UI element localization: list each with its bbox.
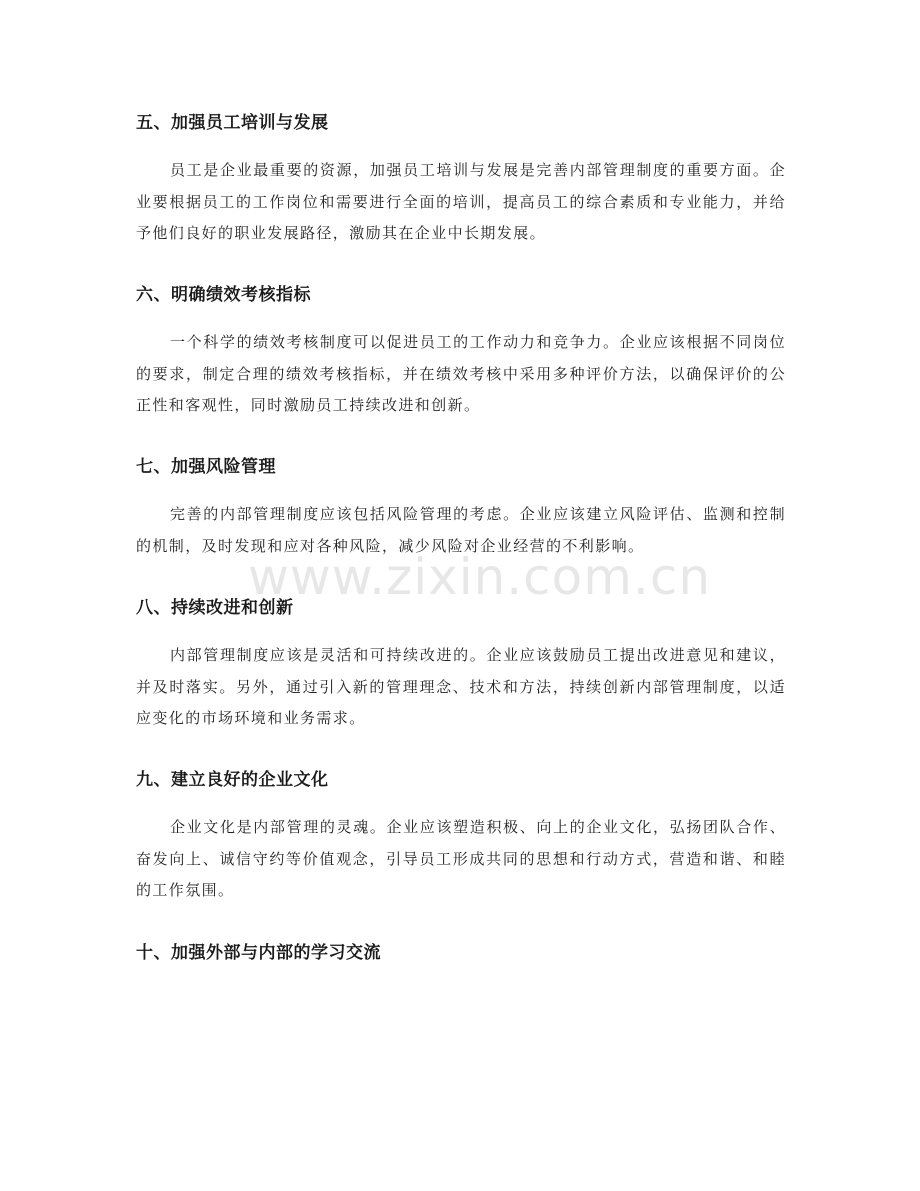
section-paragraph: 企业文化是内部管理的灵魂。企业应该塑造积极、向上的企业文化，弘扬团队合作、奋发向上、诚信守约等价值观念，引导员工形成共同的思想和行动方式，营造和谐、和睦的工作氛围。	[136, 818, 786, 899]
section-heading: 五、加强员工培训与发展	[136, 113, 329, 133]
section-5	[136, 111, 786, 250]
section-paragraph: 完善的内部管理制度应该包括风险管理的考虑。企业应该建立风险评估、监测和控制的机制，及时发现和应对各种风险，减少风险对企业经营的不利影响。	[136, 505, 786, 555]
section-heading: 八、持续改进和创新	[136, 598, 294, 618]
section-heading: 九、建立良好的企业文化	[136, 770, 329, 790]
watermark-text: www.zixin.com.cn	[248, 548, 712, 606]
section-paragraph: 一个科学的绩效考核制度可以促进员工的工作动力和竞争力。企业应该根据不同岗位的要求，制定合理的绩效考核指标，并在绩效考核中采用多种评价方法，以确保评价的公正性和客观性，同时激励员工持续改进和创新。	[136, 333, 786, 414]
section-heading: 七、加强风险管理	[136, 457, 276, 477]
section-8	[136, 596, 786, 735]
section-paragraph: 员工是企业最重要的资源，加强员工培训与发展是完善内部管理制度的重要方面。企业要根据员工的工作岗位和需要进行全面的培训，提高员工的综合素质和专业能力，并给予他们良好的职业发展路径，激励其在企业中长期发展。	[136, 161, 786, 242]
section-heading: 六、明确绩效考核指标	[136, 285, 311, 305]
section-9	[136, 768, 786, 907]
section-6	[136, 283, 786, 422]
section-7	[136, 455, 786, 562]
section-10	[136, 941, 786, 965]
section-paragraph: 内部管理制度应该是灵活和可持续改进的。企业应该鼓励员工提出改进意见和建议，并及时落实。另外，通过引入新的管理理念、技术和方法，持续创新内部管理制度，以适应变化的市场环境和业务需求。	[136, 646, 786, 727]
section-heading: 十、加强外部与内部的学习交流	[136, 943, 381, 963]
